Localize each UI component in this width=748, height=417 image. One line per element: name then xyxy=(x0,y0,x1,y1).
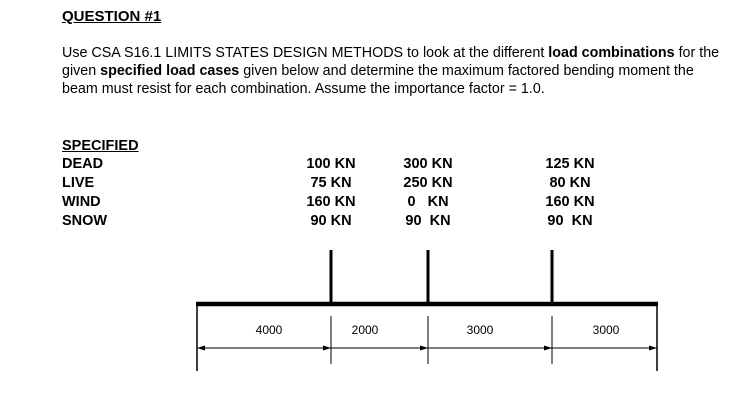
question-text-part-1: Use CSA S16.1 LIMITS STATES DESIGN METHODS to look at the different xyxy=(62,45,549,61)
dim-arrow-2 xyxy=(420,346,428,351)
span-1-label: 4000 xyxy=(255,323,283,337)
question-bold-load-combinations: load combinations xyxy=(548,45,675,61)
span-3-label: 3000 xyxy=(466,323,494,337)
case-live: LIVE xyxy=(62,175,95,191)
span-2-label: 2000 xyxy=(351,323,379,337)
load-3-wind: 160 KN xyxy=(545,194,595,210)
question-title: QUESTION #1 xyxy=(62,8,162,25)
load-3-live: 80 KN xyxy=(549,175,591,191)
load-1-snow: 90 KN xyxy=(310,213,352,229)
span-4-label: 3000 xyxy=(592,323,620,337)
load-1-wind: 160 KN xyxy=(306,194,356,210)
question-text-part-2: for the given xyxy=(62,45,720,79)
load-1-live: 75 KN xyxy=(310,175,352,191)
dim-arrow-3 xyxy=(544,346,552,351)
case-dead: DEAD xyxy=(62,156,104,172)
load-2-wind: 0 KN xyxy=(407,194,449,210)
load-2-snow: 90 KN xyxy=(405,213,451,229)
load-3-snow: 90 KN xyxy=(547,213,593,229)
dim-arrow-left xyxy=(197,346,205,351)
load-1-dead: 100 KN xyxy=(306,156,356,172)
dim-arrow-right xyxy=(649,346,657,351)
dim-arrow-1 xyxy=(323,346,331,351)
load-2-live: 250 KN xyxy=(403,175,453,191)
load-3-dead: 125 KN xyxy=(545,156,595,172)
specified-heading: SPECIFIED xyxy=(62,138,139,154)
case-wind: WIND xyxy=(62,194,101,210)
question-text-part-3: given below and determine the maximum factored bending moment the beam must resist for each combination. Assume the importance factor = 1.0. xyxy=(62,63,694,97)
question-bold-specified-load-cases: specified load cases xyxy=(100,63,240,79)
case-snow: SNOW xyxy=(62,213,108,229)
load-2-dead: 300 KN xyxy=(403,156,453,172)
